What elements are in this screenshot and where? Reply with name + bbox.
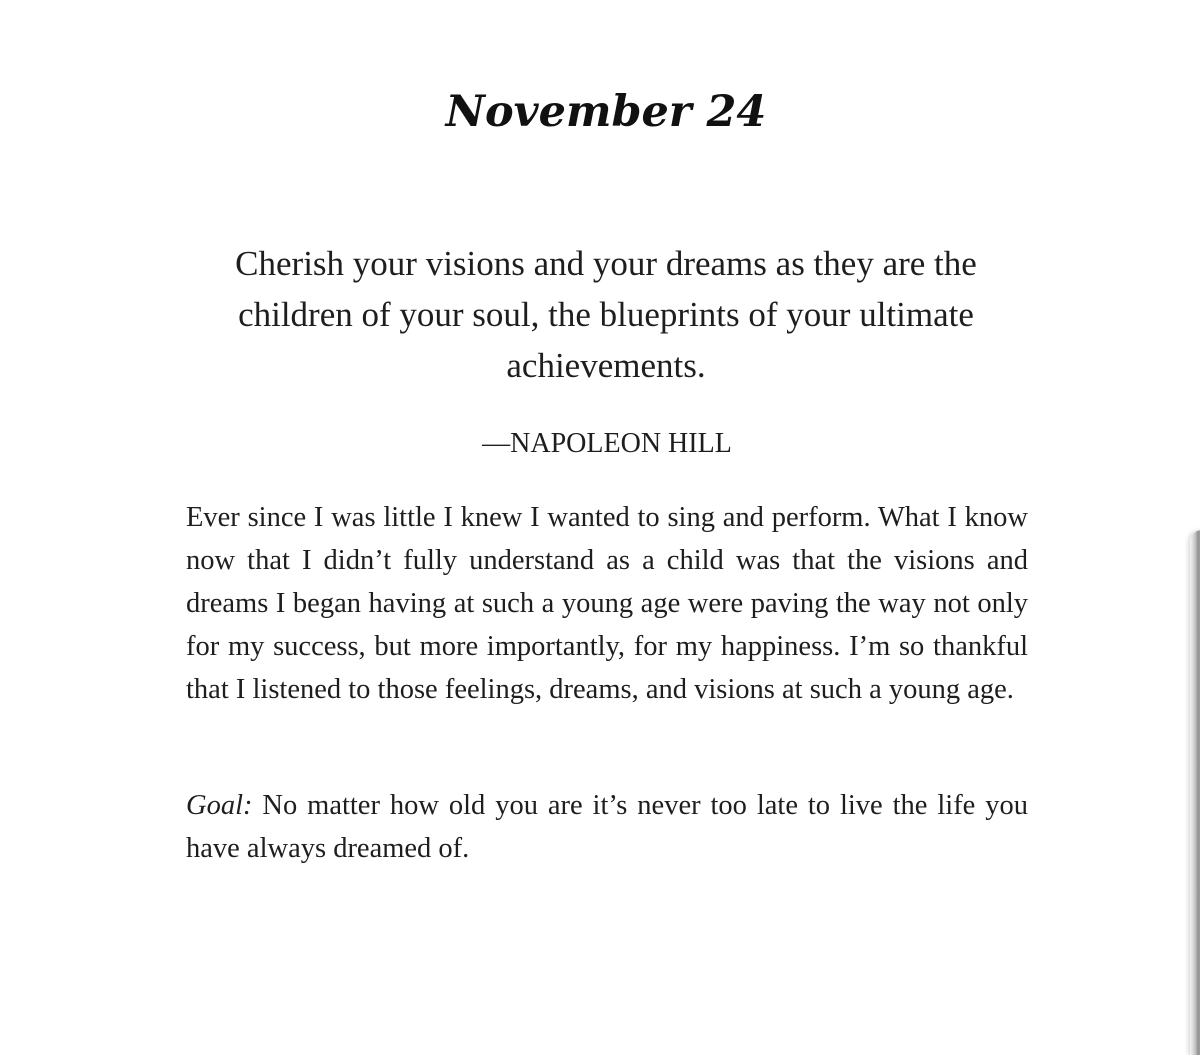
device-edge-shadow <box>1190 530 1200 1055</box>
goal-label: Goal: <box>186 790 253 821</box>
epigraph-quote: Cherish your visions and your dreams as they are the children of your soul, the blueprints of your ultimate achievements. <box>235 244 977 385</box>
page-title: November 24 <box>445 87 767 137</box>
body-paragraph: Ever since I was little I knew I wanted to sing and perform. What I know now that I didn’t fully understand as a child was that the visions and dreams I began having at such a young age were paving the way not only for my success, but more importantly, for my happiness. I’m so thankful that I listened to those feelings, dreams, and visions at such a young age. <box>186 502 1028 705</box>
quote-author: —NAPOLEON HILL <box>482 428 732 459</box>
goal-paragraph <box>186 784 1028 870</box>
goal-text: No matter how old you are it’s never too late to live the life you have always dreamed of. <box>186 790 1028 864</box>
